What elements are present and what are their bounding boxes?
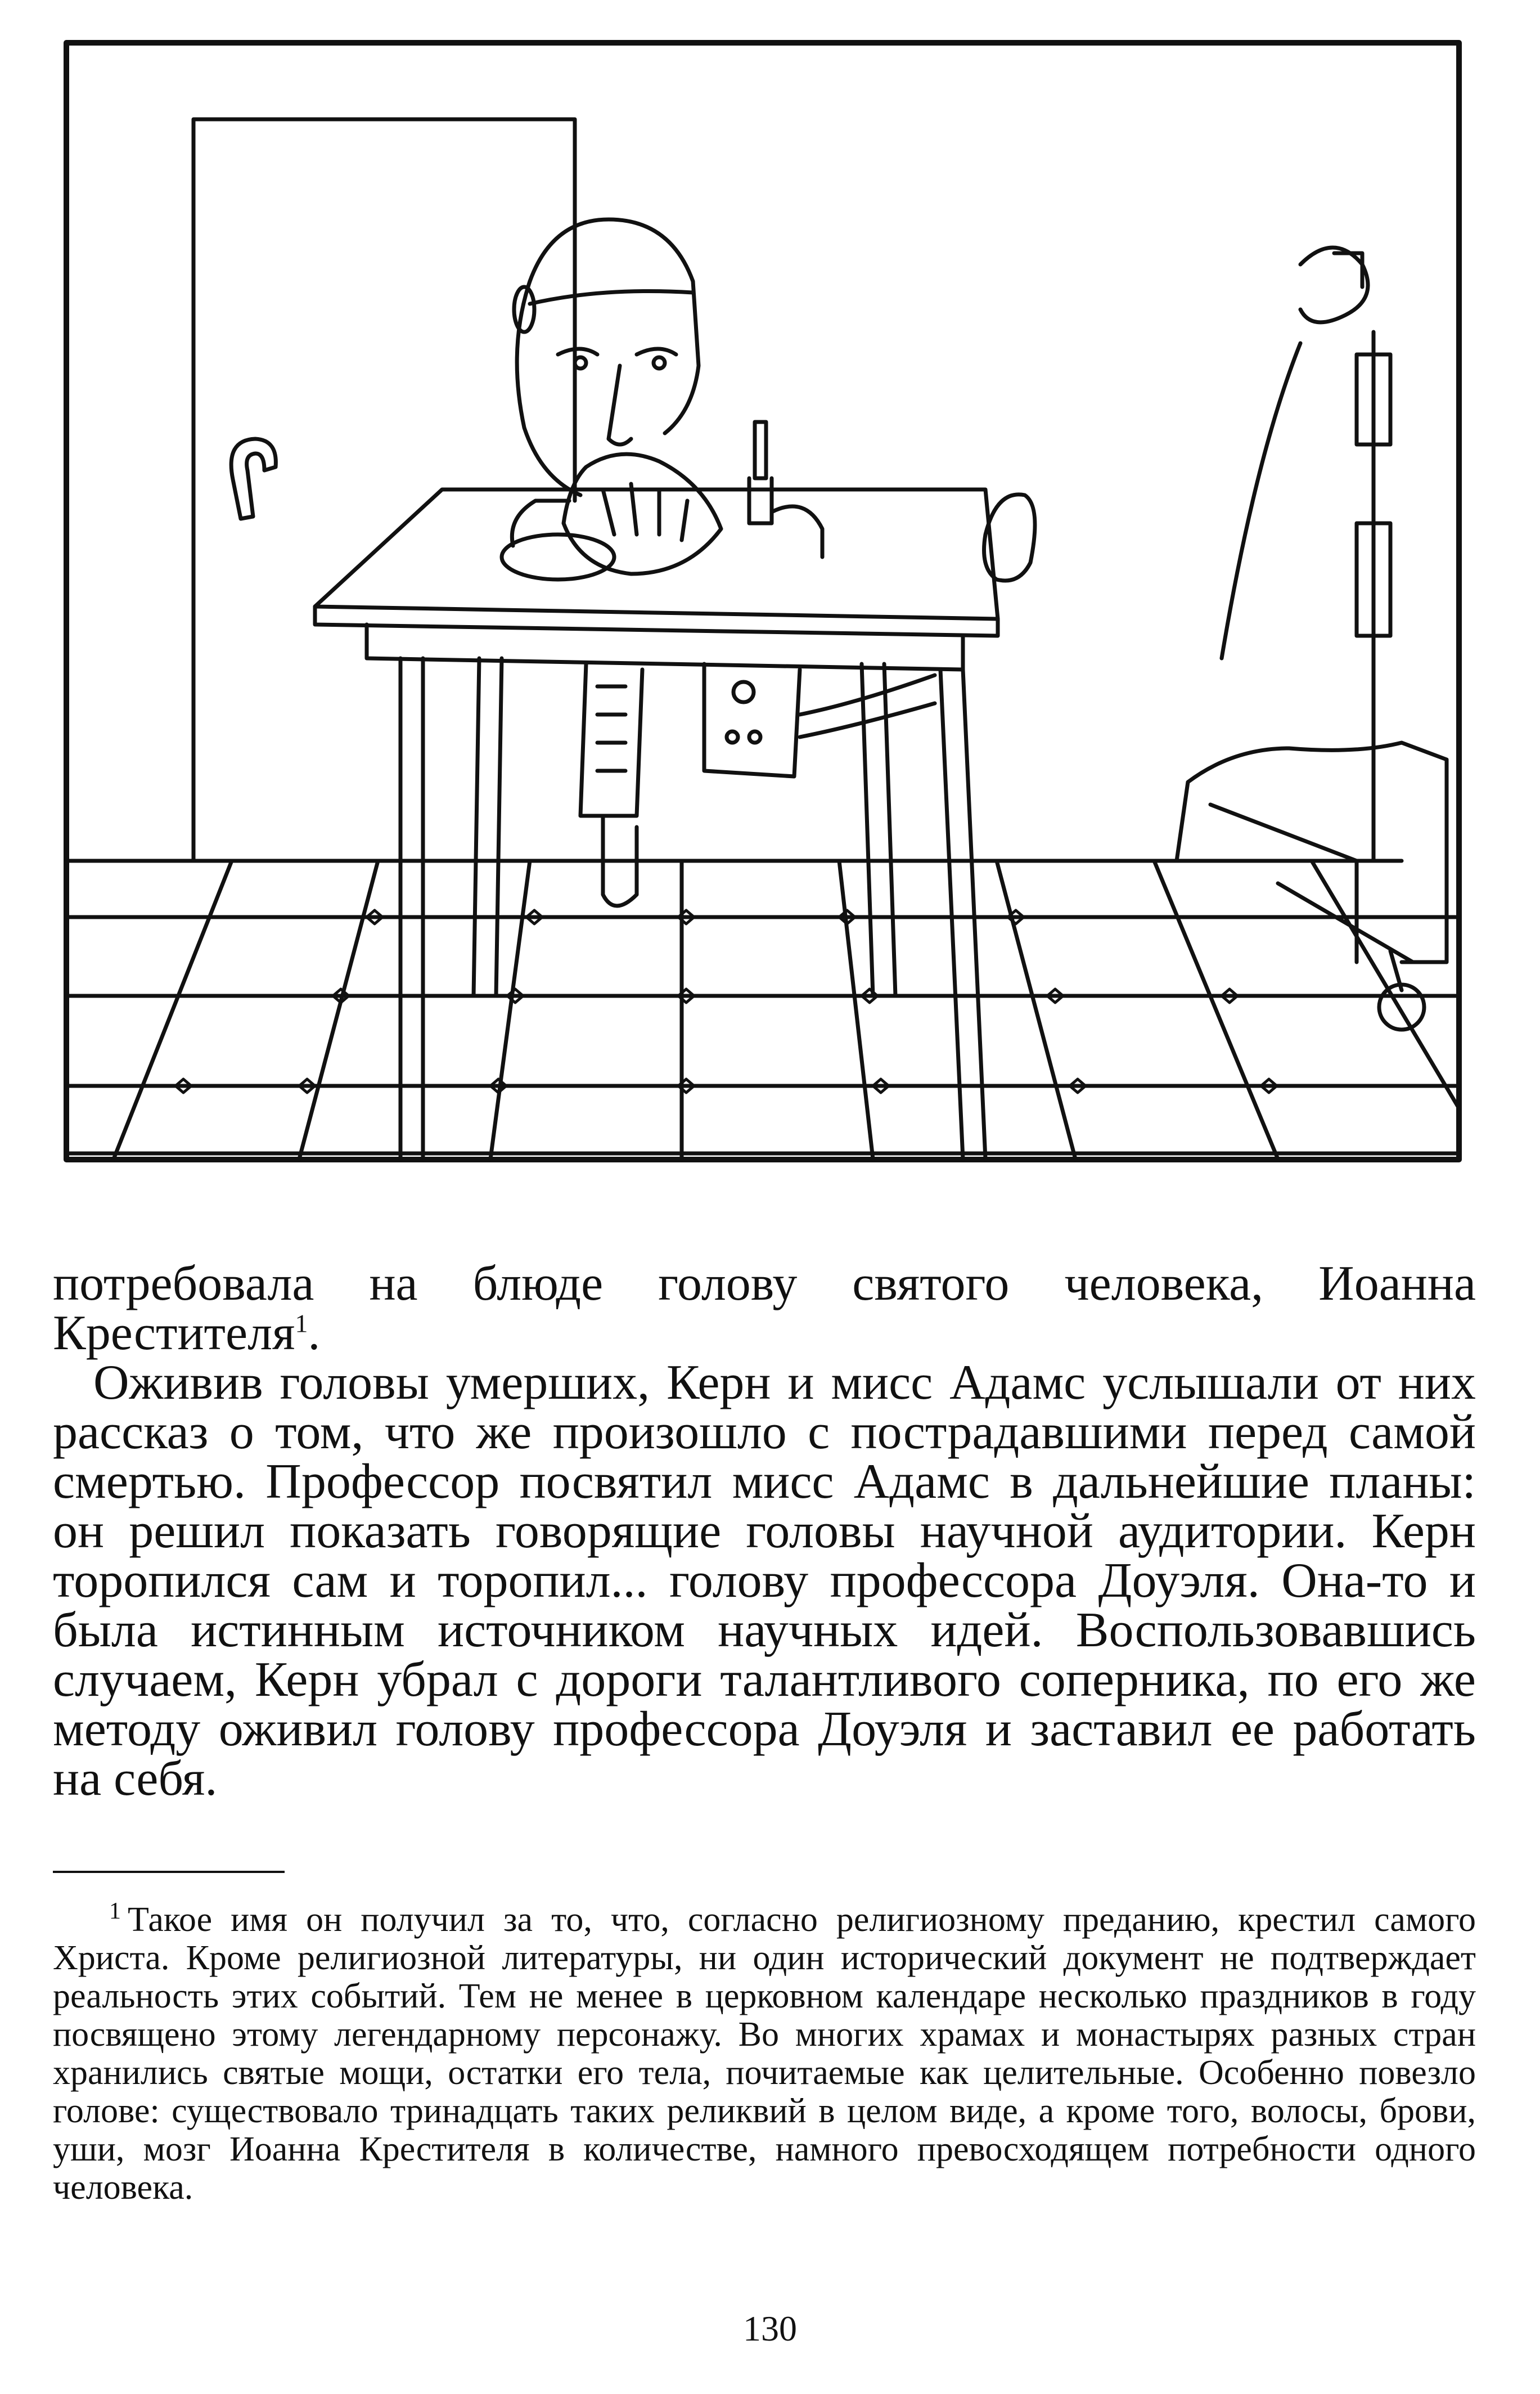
page-number: 130 <box>743 2308 797 2348</box>
footnote-text: Такое имя он получил за то, что, согласно религиозному преданию, крестил самого Христа. Кроме религиозной литературы, ни один исторический документ не подтверждает реальность этих событий. Тем не менее в церковном календаре несколько праздников в году посвящено этому легендарному персонажу. Во многих храмах и монастырях разных стран хранились святые мощи, остатки его тела, почитаемые как целительные. Особенно повезло голове: существовало тринадцать таких реликвий в целом виде, а кроме того, волосы, брови, уши, мозг Иоанна Крестителя в количестве, намного превосходящем потребности одного человека. <box>53 1901 1476 2207</box>
paragraph-1 <box>53 1256 1476 1360</box>
footnote-marker: 1 <box>109 1898 121 1925</box>
paragraph-2: Оживив головы умерших, Керн и мисс Адамс услышали от них рассказ о том, что же произошло с пострадавшими перед самой смертью. Профессор посвятил мисс Адамс в дальнейшие планы: он решил показать говорящие головы научной аудитории. Керн торопился сам и торопил... голову профессора Доуэля. Она-то и была истинным источником научных идей. Воспользовавшись случаем, Керн убрал с дороги талантливого соперника, по его же методу оживил голову профессора Доуэля и заставил ее работать на себя. <box>53 1355 1476 1806</box>
illustration <box>63 39 1462 1163</box>
footnote-paragraph <box>53 1898 1476 2207</box>
footnote-reference[interactable]: 1 <box>295 1309 308 1338</box>
footnote <box>53 1898 1476 2207</box>
paragraph-1-tail: . <box>308 1306 321 1360</box>
drawing-icon <box>63 39 1462 1163</box>
footnote-divider <box>53 1871 285 1873</box>
main-text <box>53 1256 1476 1806</box>
paragraph-1-text: потребовала на блюде голову святого человека, Иоанна Крестителя <box>53 1256 1476 1360</box>
